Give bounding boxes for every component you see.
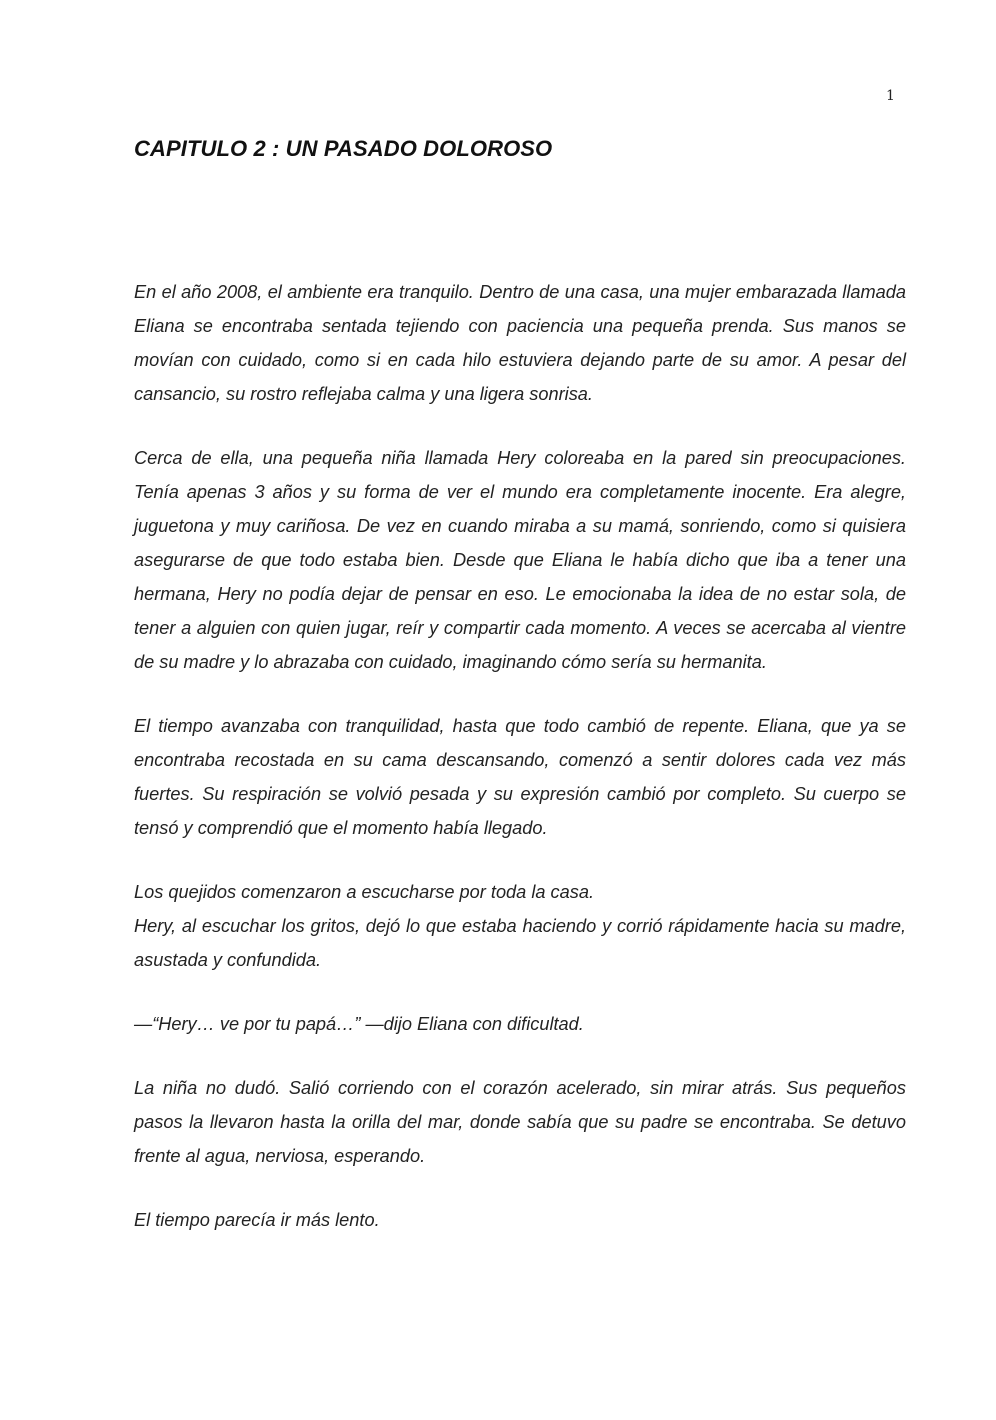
paragraph-7: El tiempo parecía ir más lento. xyxy=(134,1210,380,1230)
chapter-title: CAPITULO 2 : UN PASADO DOLOROSO xyxy=(134,136,553,161)
page-number: 1 xyxy=(886,88,895,104)
paragraph-4: Los quejidos comenzaron a escucharse por toda la casa. xyxy=(134,882,595,902)
dialogue-line: —“Hery… ve por tu papá…” —dijo Eliana con dificultad. xyxy=(134,1014,584,1034)
paragraph-6: La niña no dudó. Salió corriendo con el corazón acelerado, sin mirar atrás. Sus pequeños pasos la llevaron hasta la orilla del mar, donde sabía que su padre se encontraba. Se detuvo frente al agua, nerviosa, esperando. xyxy=(134,1078,906,1166)
paragraph-3: El tiempo avanzaba con tranquilidad, hasta que todo cambió de repente. Eliana, que ya se encontraba recostada en su cama descansando, comenzó a sentir dolores cada vez más fuertes. Su respiración se volvió pesada y su expresión cambió por completo. Su cuerpo se tensó y comprendió que el momento había llegado. xyxy=(134,716,906,838)
chapter-body xyxy=(134,275,906,1267)
paragraph-5: Hery, al escuchar los gritos, dejó lo que estaba haciendo y corrió rápidamente hacia su madre, asustada y confundida. xyxy=(134,916,906,970)
paragraph-2: Cerca de ella, una pequeña niña llamada Hery coloreaba en la pared sin preocupaciones. Tenía apenas 3 años y su forma de ver el mundo era completamente inocente. Era alegre, juguetona y muy cariñosa. De vez en cuando miraba a su mamá, sonriendo, como si quisiera asegurarse de que todo estaba bien. Desde que Eliana le había dicho que iba a tener una hermana, Hery no podía dejar de pensar en eso. Le emocionaba la idea de no estar sola, de tener a alguien con quien jugar, reír y compartir cada momento. A veces se acercaba al vientre de su madre y lo abrazaba con cuidado, imaginando cómo sería su hermanita. xyxy=(134,448,906,672)
paragraph-1: En el año 2008, el ambiente era tranquilo. Dentro de una casa, una mujer embarazada llamada Eliana se encontraba sentada tejiendo con paciencia una pequeña prenda. Sus manos se movían con cuidado, como si en cada hilo estuviera dejando parte de su amor. A pesar del cansancio, su rostro reflejaba calma y una ligera sonrisa. xyxy=(134,282,906,404)
